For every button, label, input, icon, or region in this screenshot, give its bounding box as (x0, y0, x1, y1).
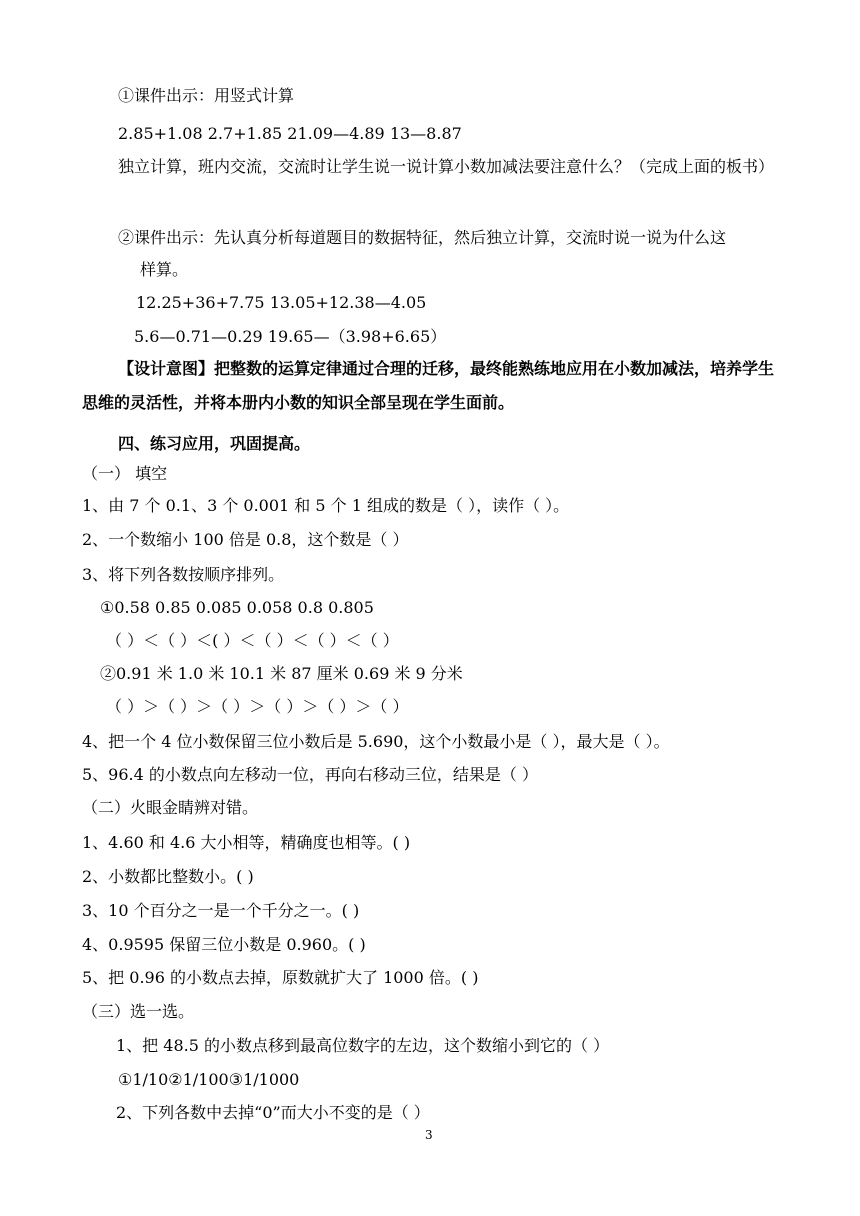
tf-question-3: 3、10 个百分之一是一个千分之一。( ) (82, 901, 360, 920)
order-blanks-2: （ ）＞（ ）＞（ ）＞（ ）＞（ ）＞（ ） (106, 697, 409, 716)
order-numbers-1: ①0.58 0.85 0.085 0.058 0.8 0.805 (100, 598, 374, 617)
fill-question-5: 5、96.4 的小数点向左移动一位，再向右移动三位，结果是（ ） (82, 765, 538, 784)
courseware-analysis-line1: ②课件出示：先认真分析每道题目的数据特征，然后独立计算，交流时说一说为什么这 (118, 228, 727, 247)
true-false-heading: （二）火眼金睛辨对错。 (82, 798, 259, 817)
order-numbers-2: ②0.91 米 1.0 米 10.1 米 87 厘米 0.69 米 9 分米 (100, 664, 463, 683)
tf-question-2: 2、小数都比整数小。( ) (82, 867, 254, 886)
fill-blank-heading: （一） 填空 (82, 464, 168, 483)
expressions-row1: 12.25+36+7.75 13.05+12.38—4.05 (136, 293, 427, 312)
choice-question-2: 2、下列各数中去掉“0”而大小不变的是（ ） (116, 1103, 430, 1122)
tf-question-4: 4、0.9595 保留三位小数是 0.960。( ) (82, 935, 366, 954)
design-intent-paragraph: 【设计意图】把整数的运算定律通过合理的迁移，最终能熟练地应用在小数加减法，培养学生思维的灵活性，并将本册内小数的知识全部呈现在学生面前。 (82, 359, 775, 412)
fill-question-4: 4、把一个 4 位小数保留三位小数后是 5.690，这个小数最小是（ ），最大是（ ）。 (82, 732, 670, 751)
page-number: 3 (425, 1128, 433, 1142)
choice-heading: （三）选一选。 (82, 1002, 195, 1021)
tf-question-1: 1、4.60 和 4.6 大小相等，精确度也相等。( ) (82, 833, 411, 852)
choice-question-1: 1、把 48.5 的小数点移到最高位数字的左边，这个数缩小到它的（ ） (116, 1036, 610, 1055)
fill-question-3: 3、将下列各数按顺序排列。 (82, 565, 285, 584)
courseware-vertical-calc: ①课件出示：用竖式计算 (118, 86, 295, 105)
order-blanks-1: （ ）＜（ ）＜( ）＜（ ）＜（ ）＜（ ） (106, 631, 399, 650)
fill-question-2: 2、一个数缩小 100 倍是 0.8，这个数是（ ） (82, 530, 409, 549)
section-four-heading: 四、练习应用，巩固提高。 (118, 434, 311, 453)
independent-calc-paragraph: 独立计算，班内交流，交流时让学生说一说计算小数加减法要注意什么？（完成上面的板书） (118, 157, 775, 176)
calc-expressions: 2.85+1.08 2.7+1.85 21.09—4.89 13—8.87 (118, 124, 462, 143)
fill-question-1: 1、由 7 个 0.1、3 个 0.001 和 5 个 1 组成的数是（ ），读作（ ）。 (82, 496, 570, 515)
tf-question-5: 5、把 0.96 的小数点去掉，原数就扩大了 1000 倍。( ) (82, 968, 479, 987)
expressions-row2: 5.6—0.71—0.29 19.65—（3.98+6.65） (134, 327, 447, 346)
choice-options-1: ①1/10②1/100③1/1000 (118, 1070, 300, 1089)
courseware-analysis-line2: 样算。 (140, 260, 189, 279)
